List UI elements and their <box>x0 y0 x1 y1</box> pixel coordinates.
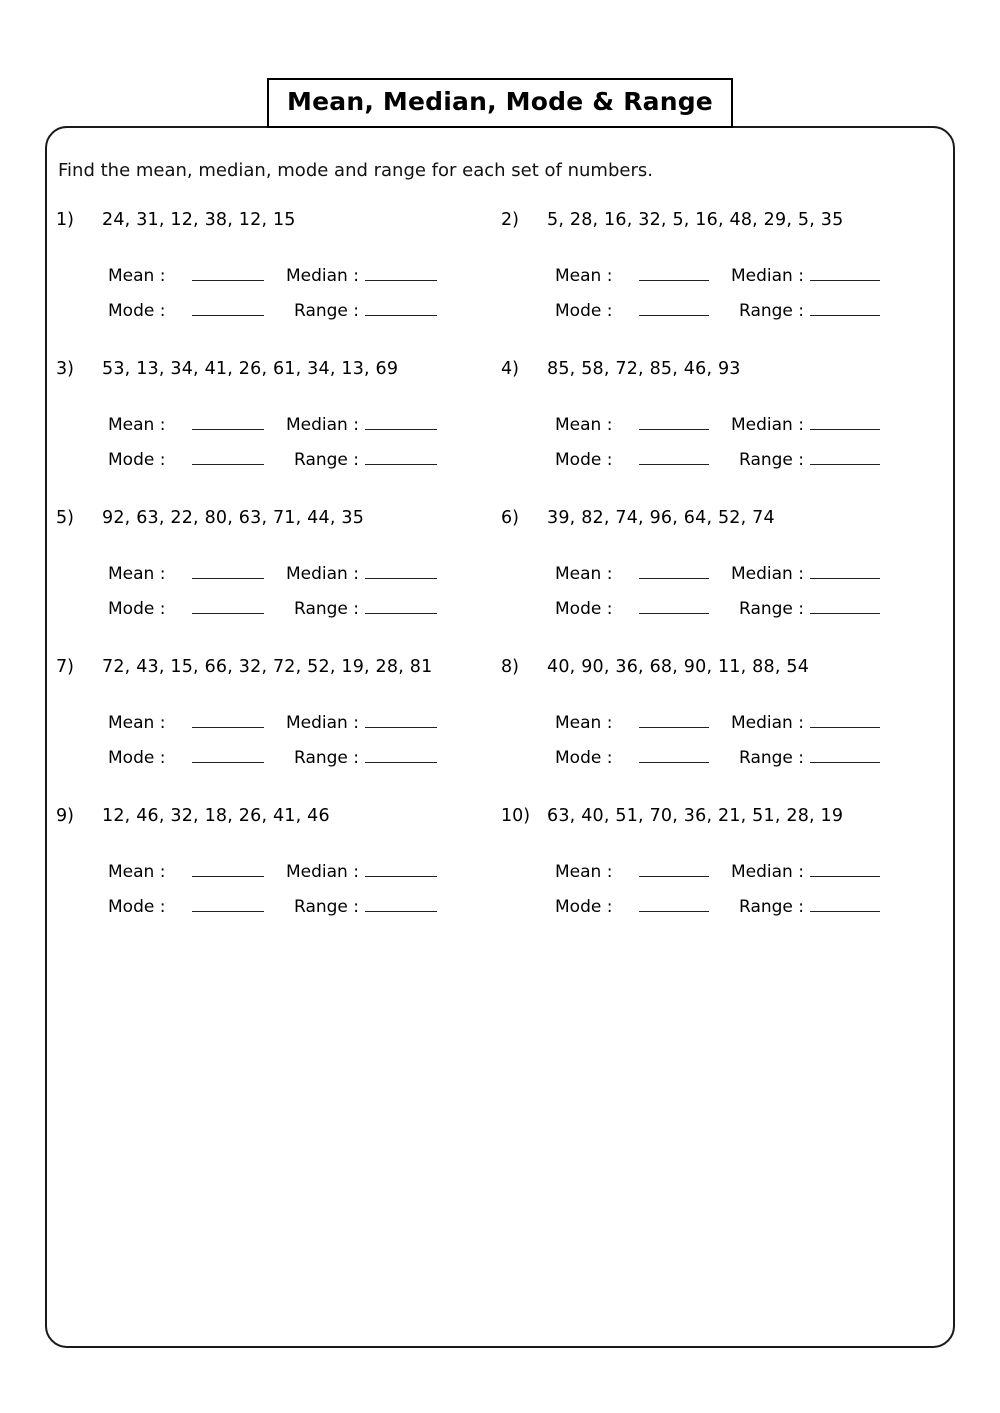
problem-number: 7) <box>56 657 74 677</box>
range-answer-blank[interactable] <box>810 896 880 912</box>
mean-label: Mean : <box>555 266 613 286</box>
problem-question <box>501 359 946 380</box>
answer-row-mode-range <box>555 300 946 321</box>
title-container <box>0 78 1000 128</box>
range-answer-blank[interactable] <box>810 300 880 316</box>
mode-label: Mode : <box>108 599 166 619</box>
mean-answer-blank[interactable] <box>639 861 709 877</box>
range-label: Range : <box>739 599 805 619</box>
mode-answer-blank[interactable] <box>192 896 264 912</box>
median-answer-blank[interactable] <box>365 861 437 877</box>
median-answer-blank[interactable] <box>365 563 437 579</box>
median-answer-blank[interactable] <box>365 712 437 728</box>
mean-label: Mean : <box>555 862 613 882</box>
problem-row <box>56 508 946 657</box>
mode-answer-blank[interactable] <box>192 747 264 763</box>
problem-item <box>56 806 501 955</box>
problem-number: 6) <box>501 508 519 528</box>
problem-number: 3) <box>56 359 74 379</box>
problem-number: 1) <box>56 210 74 230</box>
answer-row-mean-median <box>555 861 946 882</box>
problem-question <box>501 657 946 678</box>
mean-label: Mean : <box>108 415 166 435</box>
median-label: Median : <box>286 415 359 435</box>
median-label: Median : <box>286 862 359 882</box>
range-answer-blank[interactable] <box>365 449 437 465</box>
mode-label: Mode : <box>555 301 613 321</box>
median-label: Median : <box>286 266 359 286</box>
problem-number: 5) <box>56 508 74 528</box>
range-answer-blank[interactable] <box>365 598 437 614</box>
range-label: Range : <box>294 897 360 917</box>
answer-row-mean-median <box>108 563 495 584</box>
answer-row-mean-median <box>555 265 946 286</box>
mean-label: Mean : <box>555 713 613 733</box>
answer-block <box>108 414 495 470</box>
mean-answer-blank[interactable] <box>192 414 264 430</box>
answer-row-mean-median <box>555 712 946 733</box>
problem-item <box>56 210 501 359</box>
answer-block <box>555 563 946 619</box>
problem-item <box>501 806 946 955</box>
problem-numbers: 53, 13, 34, 41, 26, 61, 34, 13, 69 <box>102 359 399 379</box>
range-label: Range : <box>739 897 805 917</box>
answer-row-mode-range <box>108 449 495 470</box>
median-label: Median : <box>286 564 359 584</box>
problem-numbers: 92, 63, 22, 80, 63, 71, 44, 35 <box>102 508 365 528</box>
problem-question <box>501 508 946 529</box>
median-answer-blank[interactable] <box>810 563 880 579</box>
answer-row-mode-range <box>108 896 495 917</box>
mean-answer-blank[interactable] <box>639 563 709 579</box>
range-label: Range : <box>294 748 360 768</box>
problem-question <box>501 806 946 827</box>
problem-item <box>56 657 501 806</box>
range-answer-blank[interactable] <box>810 449 880 465</box>
problem-numbers: 5, 28, 16, 32, 5, 16, 48, 29, 5, 35 <box>547 210 844 230</box>
median-label: Median : <box>286 713 359 733</box>
mode-answer-blank[interactable] <box>639 300 709 316</box>
answer-row-mode-range <box>108 747 495 768</box>
problem-row <box>56 657 946 806</box>
mode-answer-blank[interactable] <box>192 598 264 614</box>
mean-label: Mean : <box>108 713 166 733</box>
problem-item <box>501 359 946 508</box>
problem-item <box>56 508 501 657</box>
instruction-text: Find the mean, median, mode and range for each set of numbers. <box>58 160 653 181</box>
mean-label: Mean : <box>108 862 166 882</box>
median-answer-blank[interactable] <box>810 712 880 728</box>
problem-numbers: 12, 46, 32, 18, 26, 41, 46 <box>102 806 330 826</box>
problem-number: 8) <box>501 657 519 677</box>
problem-numbers: 39, 82, 74, 96, 64, 52, 74 <box>547 508 775 528</box>
mode-label: Mode : <box>108 748 166 768</box>
problem-number: 9) <box>56 806 74 826</box>
mode-answer-blank[interactable] <box>639 896 709 912</box>
problem-item <box>501 657 946 806</box>
mean-label: Mean : <box>555 564 613 584</box>
problem-number: 4) <box>501 359 519 379</box>
mode-label: Mode : <box>555 450 613 470</box>
problem-question <box>501 210 946 231</box>
problem-question <box>56 508 495 529</box>
answer-row-mean-median <box>108 414 495 435</box>
problem-item <box>501 508 946 657</box>
problem-item <box>56 359 501 508</box>
problem-question <box>56 806 495 827</box>
mean-answer-blank[interactable] <box>639 414 709 430</box>
mean-answer-blank[interactable] <box>639 265 709 281</box>
mean-answer-blank[interactable] <box>639 712 709 728</box>
answer-row-mean-median <box>108 712 495 733</box>
mean-answer-blank[interactable] <box>192 712 264 728</box>
answer-block <box>108 563 495 619</box>
problem-question <box>56 657 495 678</box>
mode-label: Mode : <box>555 599 613 619</box>
mean-label: Mean : <box>555 415 613 435</box>
problem-numbers: 72, 43, 15, 66, 32, 72, 52, 19, 28, 81 <box>102 657 433 677</box>
mode-answer-blank[interactable] <box>639 449 709 465</box>
mode-label: Mode : <box>555 897 613 917</box>
mean-label: Mean : <box>108 564 166 584</box>
answer-block <box>108 712 495 768</box>
answer-row-mean-median <box>555 414 946 435</box>
answer-row-mean-median <box>555 563 946 584</box>
range-answer-blank[interactable] <box>810 598 880 614</box>
mode-label: Mode : <box>555 748 613 768</box>
median-label: Median : <box>731 415 804 435</box>
problem-numbers: 24, 31, 12, 38, 12, 15 <box>102 210 296 230</box>
answer-block <box>555 414 946 470</box>
median-answer-blank[interactable] <box>810 861 880 877</box>
median-answer-blank[interactable] <box>365 414 437 430</box>
mode-label: Mode : <box>108 897 166 917</box>
range-answer-blank[interactable] <box>810 747 880 763</box>
range-label: Range : <box>294 301 360 321</box>
answer-row-mode-range <box>555 598 946 619</box>
answer-block <box>555 265 946 321</box>
problem-numbers: 63, 40, 51, 70, 36, 21, 51, 28, 19 <box>547 806 844 826</box>
mean-answer-blank[interactable] <box>192 563 264 579</box>
median-label: Median : <box>731 713 804 733</box>
problem-row <box>56 210 946 359</box>
range-label: Range : <box>294 450 360 470</box>
median-answer-blank[interactable] <box>810 265 880 281</box>
answer-block <box>555 861 946 917</box>
answer-row-mode-range <box>555 896 946 917</box>
median-label: Median : <box>731 862 804 882</box>
problem-question <box>56 210 495 231</box>
mean-answer-blank[interactable] <box>192 265 264 281</box>
answer-block <box>108 861 495 917</box>
mode-label: Mode : <box>108 450 166 470</box>
answer-block <box>555 712 946 768</box>
answer-row-mode-range <box>555 449 946 470</box>
answer-row-mode-range <box>555 747 946 768</box>
range-label: Range : <box>739 748 805 768</box>
answer-row-mean-median <box>108 265 495 286</box>
mode-answer-blank[interactable] <box>639 598 709 614</box>
range-label: Range : <box>294 599 360 619</box>
page-title: Mean, Median, Mode & Range <box>267 78 733 128</box>
range-label: Range : <box>739 301 805 321</box>
range-answer-blank[interactable] <box>365 747 437 763</box>
answer-row-mode-range <box>108 598 495 619</box>
median-answer-blank[interactable] <box>365 265 437 281</box>
range-answer-blank[interactable] <box>365 300 437 316</box>
mean-label: Mean : <box>108 266 166 286</box>
range-answer-blank[interactable] <box>365 896 437 912</box>
mean-answer-blank[interactable] <box>192 861 264 877</box>
problem-numbers: 85, 58, 72, 85, 46, 93 <box>547 359 741 379</box>
answer-row-mean-median <box>108 861 495 882</box>
median-label: Median : <box>731 564 804 584</box>
mode-answer-blank[interactable] <box>192 449 264 465</box>
median-label: Median : <box>731 266 804 286</box>
answer-block <box>108 265 495 321</box>
mode-label: Mode : <box>108 301 166 321</box>
mode-answer-blank[interactable] <box>192 300 264 316</box>
problem-number: 2) <box>501 210 519 230</box>
problem-number: 10) <box>501 806 531 826</box>
range-label: Range : <box>739 450 805 470</box>
median-answer-blank[interactable] <box>810 414 880 430</box>
mode-answer-blank[interactable] <box>639 747 709 763</box>
problem-item <box>501 210 946 359</box>
problem-question <box>56 359 495 380</box>
problem-row <box>56 359 946 508</box>
problem-row <box>56 806 946 955</box>
problems-grid <box>56 210 946 955</box>
problem-numbers: 40, 90, 36, 68, 90, 11, 88, 54 <box>547 657 810 677</box>
answer-row-mode-range <box>108 300 495 321</box>
